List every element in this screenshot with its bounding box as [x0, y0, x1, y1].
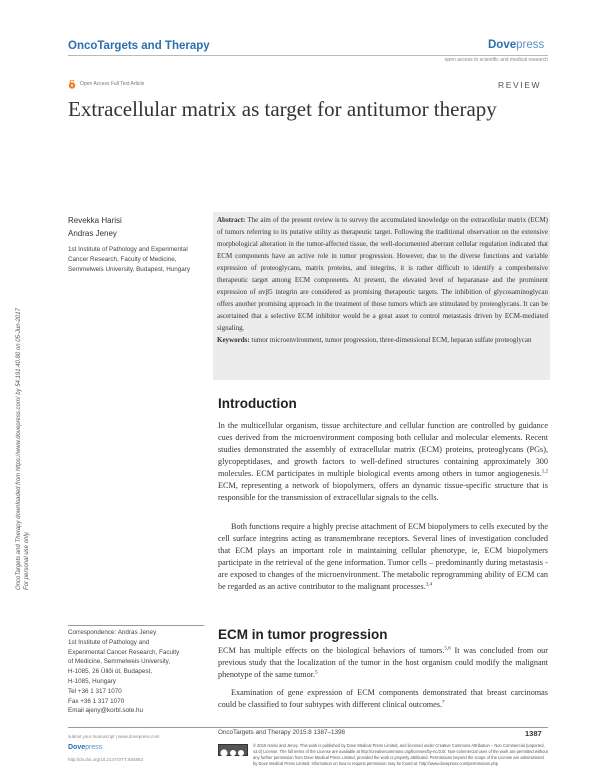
correspondence-line: of Medicine, Semmelweis University, — [68, 658, 171, 666]
citation-ref[interactable]: 7 — [442, 700, 445, 706]
footer-logo-bold: Dove — [68, 744, 86, 751]
open-access-badge — [68, 79, 144, 89]
citation-ref[interactable]: 5,6 — [444, 646, 451, 652]
correspondence-fax: Fax +36 1 317 1070 — [68, 697, 125, 705]
correspondence-block — [68, 628, 208, 716]
publisher-logo[interactable] — [488, 39, 544, 51]
license-text: © 2015 Harisi and Jeney. This work is published by Dove Medical Press Limited, and licensed under Creative Commons Attribution – Non Commercial (unported, v3.0) License. The full terms of the License are available at http://creativecommons.org/licenses/by-nc/3.0/. Non-commercial uses of the work are permitted without any further permission from Dove Medical Press Limited, provided the work is properly attributed. Permissions beyond the scope of the License are administered by Dove Medical Press Limited. Information on how to request permission may be found at: http://www.dovepress.com/permissions.php — [253, 743, 548, 767]
footer-divider — [68, 727, 548, 728]
abstract — [217, 214, 548, 346]
correspondence-divider — [68, 625, 204, 626]
paragraph-text: Examination of gene expression of ECM components demonstrated that breast carcinomas could be classified to four subtypes with different clinical outcomes. — [218, 688, 548, 709]
introduction-paragraph — [218, 521, 548, 593]
author-list — [68, 214, 122, 240]
download-note-line: OncoTargets and Therapy downloaded from https://www.dovepress.com/ by 54.191.40.80 on 05-Jun-2017 — [16, 308, 22, 590]
doi-link[interactable]: http://dx.doi.org/10.2147/OTT.S84853 — [68, 757, 144, 762]
publisher-tagline: open access to scientific and medical research — [444, 57, 548, 63]
correspondence-line: 1st Institute of Pathology and — [68, 638, 150, 646]
download-side-note — [15, 300, 51, 590]
ecm-section-heading: ECM in tumor progression — [218, 627, 388, 642]
submit-manuscript-link[interactable]: submit your manuscript | www.dovepress.com — [68, 734, 160, 739]
page-number: 1387 — [525, 729, 542, 738]
article-type-label: REVIEW — [498, 80, 542, 90]
paragraph-text: Both functions require a highly precise attachment of ECM biopolymers to cells executed by the cell surface integrins acting as transmembrane receptors. Several lines of investigation concluded that ECM plays an important role in maintaining cellular phenotype, ie, ECM biopolymers participate in the retrieval of the gene information. Tumor cells – predominantly during metastasis - are exposed to changes of the microenvironment. The metabolic reprogramming ability of ECM can be regarded as an active contributor to the malignant processes. — [218, 522, 548, 591]
author-affiliation: 1st Institute of Pathology and Experimental Cancer Research, Faculty of Medicine, Semmelweis University, Budapest, Hungary — [68, 246, 191, 273]
header-divider — [68, 55, 548, 56]
correspondence-line: Correspondence: Andras Jeney — [68, 629, 157, 636]
introduction-paragraph — [218, 420, 548, 504]
correspondence-phone: Tel +36 1 317 1070 — [68, 687, 122, 695]
correspondence-line: H-1085, 26 Üllői út, Budapest, — [68, 668, 153, 676]
author-name: Andras Jeney — [68, 229, 117, 238]
paragraph-text: ECM has multiple effects on the biological behaviors of tumors. — [218, 646, 445, 655]
citation-ref[interactable]: 3,4 — [425, 582, 433, 588]
citation-ref[interactable]: 1,2 — [541, 469, 548, 475]
open-access-label: Open Access Full Text Article — [80, 81, 145, 87]
article-title: Extracellular matrix as target for antitumor therapy — [68, 97, 497, 121]
citation-ref[interactable]: 5 — [315, 670, 318, 676]
paragraph-text: It was concluded from our previous study that the localization of the tumor in the host organism could modify the malignant phenotype of the same tumor. — [218, 646, 548, 679]
creative-commons-icon[interactable] — [218, 744, 248, 756]
footer-logo-light: press — [85, 744, 103, 751]
paragraph-text: In the multicellular organism, tissue architecture and cellular function are controlled by guidance cues derived from the microenvironment composing both cellular and molecular elements. Recent studies demonstrated the assembly of extracellular matrix (ECM) proteins, proteoglycans (PGs), glycopeptidases, and growth factors to well-defined structures containing approximately 300 molecules. ECM participates in multiple biological events among others in tumor angiogenesis. — [218, 421, 548, 478]
cc-by-nc-icon — [219, 748, 247, 758]
correspondence-email[interactable]: Email ajeny@korbl.sote.hu — [68, 707, 143, 715]
correspondence-line: Experimental Cancer Research, Faculty — [68, 648, 180, 656]
ecm-paragraph — [218, 687, 548, 711]
publisher-logo-bold: Dove — [488, 39, 517, 51]
keywords-label: Keywords: — [217, 336, 250, 344]
ecm-paragraph — [218, 645, 548, 681]
correspondence-line: H-1085, Hungary — [68, 677, 116, 685]
abstract-body: The aim of the present review is to survey the accumulated knowledge on the extracellular matrix (ECM) of tumors referring to its putative utility as therapeutic target. Following the traditional observation on the extensive morphological alteration in the tumor-affected tissue, the well-documented aberrant cellular regulation indicated that ECM components have an active role in tumor progression. However, due to the diverse functions and variable expression of proteoglycans, matrix proteins, and integrins, it is rather difficult to identify a comprehensive therapeutic target among ECM components. At present, the elevated level of heparanase and the prominent expression of αvβ5 integrin are considered as promising therapeutic targets. The inhibition of glycosaminoglycan offers another promising approach in the treatment of those tumors which are stimulated by proteoglycans. It can be ascertained that a selective ECM inhibitor would be a great asset to control metastasis driven by ECM-mediated signaling. — [217, 216, 548, 332]
footer-publisher-logo[interactable] — [68, 744, 102, 751]
author-name: Revekka Harisi — [68, 216, 122, 225]
paragraph-text: ECM, representing a network of biopolymers, offers an dynamic tissue-specific structure that is responsible for the transmission of extracellular signals to the cells. — [218, 481, 548, 502]
personal-use-note: For personal use only. — [24, 531, 30, 590]
abstract-label: Abstract: — [217, 216, 246, 224]
footer-citation: OncoTargets and Therapy 2015:8 1387–1398 — [218, 729, 345, 736]
open-lock-icon — [68, 80, 76, 89]
keywords-list: tumor microenvironment, tumor progression, three-dimensional ECM, heparan sulfate proteoglycan — [251, 336, 532, 344]
publisher-logo-light: press — [516, 39, 545, 51]
introduction-heading: Introduction — [218, 396, 297, 411]
journal-title[interactable]: OncoTargets and Therapy — [68, 40, 210, 52]
